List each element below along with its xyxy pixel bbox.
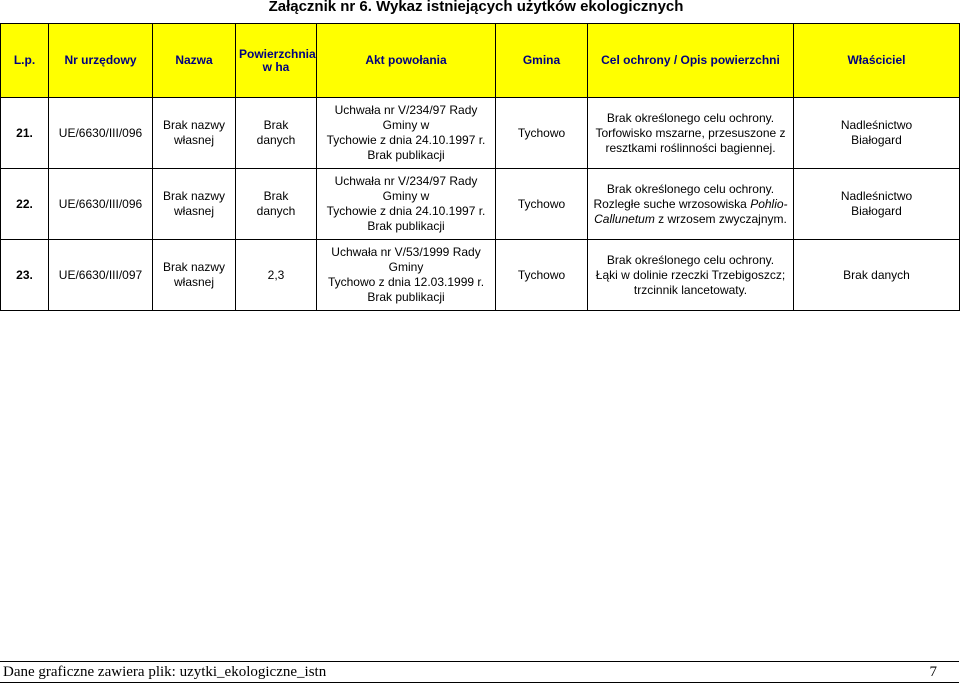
cell-text-line: Łąki w dolinie rzeczki Trzebigoszcz; xyxy=(595,267,786,282)
cell-text-line: trzcinnik lancetowaty. xyxy=(633,282,748,297)
footer-file-reference: Dane graficzne zawiera plik: uzytki_ekologiczne_istn xyxy=(3,664,327,680)
cell-text-line: Białogard xyxy=(851,133,902,147)
cell-gmina: Tychowo xyxy=(496,98,588,169)
col-header-gmina: Gmina xyxy=(496,24,588,98)
col-header-cel: Cel ochrony / Opis powierzchni xyxy=(588,24,794,98)
cell-akt xyxy=(317,98,496,169)
col-header-powierzchnia-unit: w ha xyxy=(262,59,290,74)
page-footer xyxy=(0,661,959,683)
cell-wlasciciel: Brak danych xyxy=(794,240,960,311)
cell-nr: UE/6630/III/097 xyxy=(49,240,153,311)
cell-nazwa xyxy=(153,169,236,240)
species-name-fragment: Pohlio- xyxy=(750,196,788,211)
cell-text-line: Tychowie z dnia 24.10.1997 r. xyxy=(326,133,486,147)
cell-nr: UE/6630/III/096 xyxy=(49,169,153,240)
cell-text-fragment: Rozległe suche wrzosowiska xyxy=(593,196,751,211)
cell-text-fragment: z wrzosem zwyczajnym. xyxy=(654,211,787,226)
cell-lp: 23. xyxy=(1,240,49,311)
cell-text-line xyxy=(591,197,790,212)
cell-text-line: Brak nazwy xyxy=(162,189,226,203)
cell-text-line: resztkami roślinności bagiennej. xyxy=(605,140,776,155)
cell-text-line: Brak nazwy xyxy=(162,118,226,132)
cell-text-line: Uchwała nr V/234/97 Rady Gminy w xyxy=(334,103,478,132)
cell-text-line: Brak nazwy xyxy=(162,260,226,274)
cell-text-line: własnej xyxy=(173,204,215,218)
cell-text-line: Białogard xyxy=(851,204,902,218)
cell-text-line: Tychowo z dnia 12.03.1999 r. xyxy=(327,275,485,289)
document-title: Załącznik nr 6. Wykaz istniejących użytków ekologicznych xyxy=(268,0,684,15)
cell-text-line: Brak określonego celu ochrony. xyxy=(606,110,775,125)
cell-text-line: Torfowisko mszarne, przesuszone z xyxy=(595,125,786,140)
cell-nazwa xyxy=(153,98,236,169)
cell-text-line: Uchwała nr V/53/1999 Rady Gminy xyxy=(331,245,481,274)
cell-text-line: Brak publikacji xyxy=(367,148,445,162)
cell-gmina: Tychowo xyxy=(496,240,588,311)
cell-lp: 21. xyxy=(1,98,49,169)
table-header-row xyxy=(1,24,960,98)
col-header-powierzchnia-line: Powierzchnia xyxy=(239,46,316,61)
cell-text-line: Brak publikacji xyxy=(367,219,445,233)
cell-powierzchnia xyxy=(236,169,317,240)
cell-powierzchnia xyxy=(236,98,317,169)
cell-text-line: Tychowie z dnia 24.10.1997 r. xyxy=(326,204,486,218)
ecological-sites-table xyxy=(0,23,960,311)
col-header-powierzchnia xyxy=(236,24,317,98)
cell-akt xyxy=(317,240,496,311)
cell-text-line: danych xyxy=(256,204,296,218)
cell-lp: 22. xyxy=(1,169,49,240)
cell-text-line: Brak publikacji xyxy=(367,290,445,304)
table-row xyxy=(1,98,960,169)
cell-text-line: Brak określonego celu ochrony. xyxy=(606,181,775,196)
cell-text-line: Brak określonego celu ochrony. xyxy=(606,252,775,267)
cell-cel xyxy=(588,98,794,169)
cell-nazwa xyxy=(153,240,236,311)
cell-gmina: Tychowo xyxy=(496,169,588,240)
cell-text-line: własnej xyxy=(173,275,215,289)
cell-cel xyxy=(588,240,794,311)
cell-text-line: Brak xyxy=(263,189,289,203)
cell-cel xyxy=(588,169,794,240)
col-header-wlasciciel: Właściciel xyxy=(794,24,960,98)
col-header-nr: Nr urzędowy xyxy=(49,24,153,98)
cell-text-line: Nadleśnictwo xyxy=(840,189,913,203)
cell-wlasciciel xyxy=(794,169,960,240)
cell-text-line: Nadleśnictwo xyxy=(840,118,913,132)
cell-text-line: danych xyxy=(256,133,296,147)
col-header-akt: Akt powołania xyxy=(317,24,496,98)
cell-powierzchnia: 2,3 xyxy=(236,240,317,311)
cell-akt xyxy=(317,169,496,240)
cell-nr: UE/6630/III/096 xyxy=(49,98,153,169)
species-name-fragment: Callunetum xyxy=(594,211,655,226)
cell-text-line: Uchwała nr V/234/97 Rady Gminy w xyxy=(334,174,478,203)
col-header-lp: L.p. xyxy=(1,24,49,98)
page-number: 7 xyxy=(929,664,937,680)
cell-text-line xyxy=(591,212,790,227)
cell-text-line: Brak xyxy=(263,118,289,132)
table-row xyxy=(1,240,960,311)
cell-text-line: własnej xyxy=(173,133,215,147)
cell-wlasciciel xyxy=(794,98,960,169)
table-row xyxy=(1,169,960,240)
col-header-nazwa: Nazwa xyxy=(153,24,236,98)
